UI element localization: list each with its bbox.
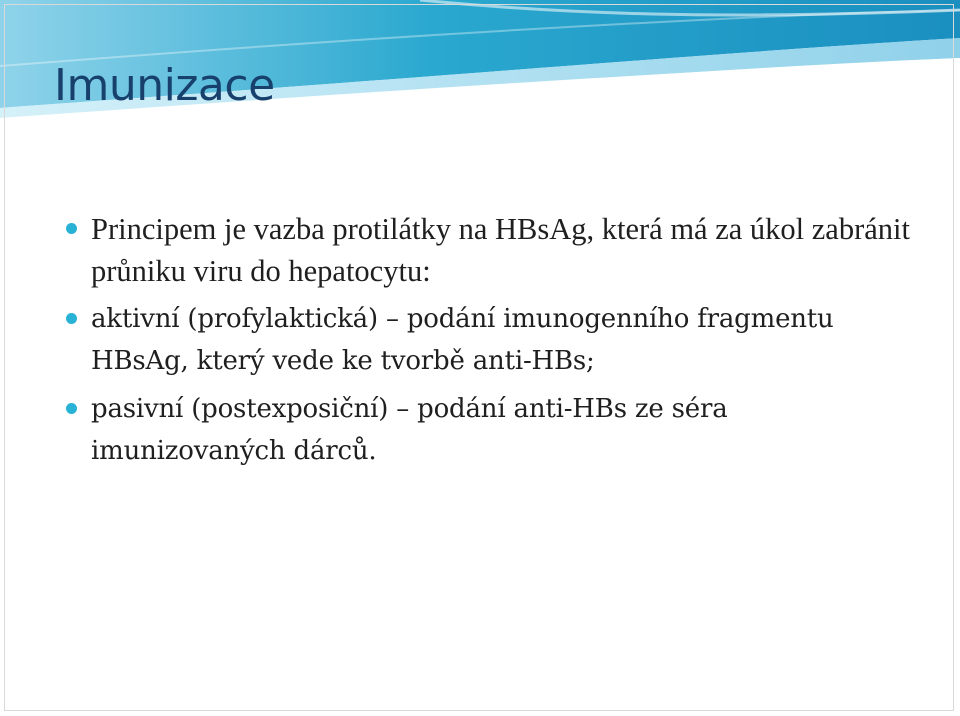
bullet-dot-icon [66, 223, 77, 234]
bullet-dot-icon [66, 403, 77, 414]
bullet-item-active [66, 298, 926, 382]
bullet-item-principle [66, 208, 926, 292]
bullet-list [66, 208, 926, 472]
bullet-text: pasivní (postexposiční) – podání anti-HBs ze séra imunizovaných dárců. [91, 394, 728, 466]
bullet-text: aktivní (profylaktická) – podání imunogenního fragmentu HBsAg, který vede ke tvorbě anti-HBs; [91, 304, 834, 376]
bullet-dot-icon [66, 313, 77, 324]
slide-title: Imunizace [54, 60, 275, 111]
bullet-item-passive [66, 388, 926, 472]
bullet-text: Principem je vazba protilátky na HBsAg, která má za úkol zabránit průniku viru do hepatocytu: [91, 212, 910, 288]
